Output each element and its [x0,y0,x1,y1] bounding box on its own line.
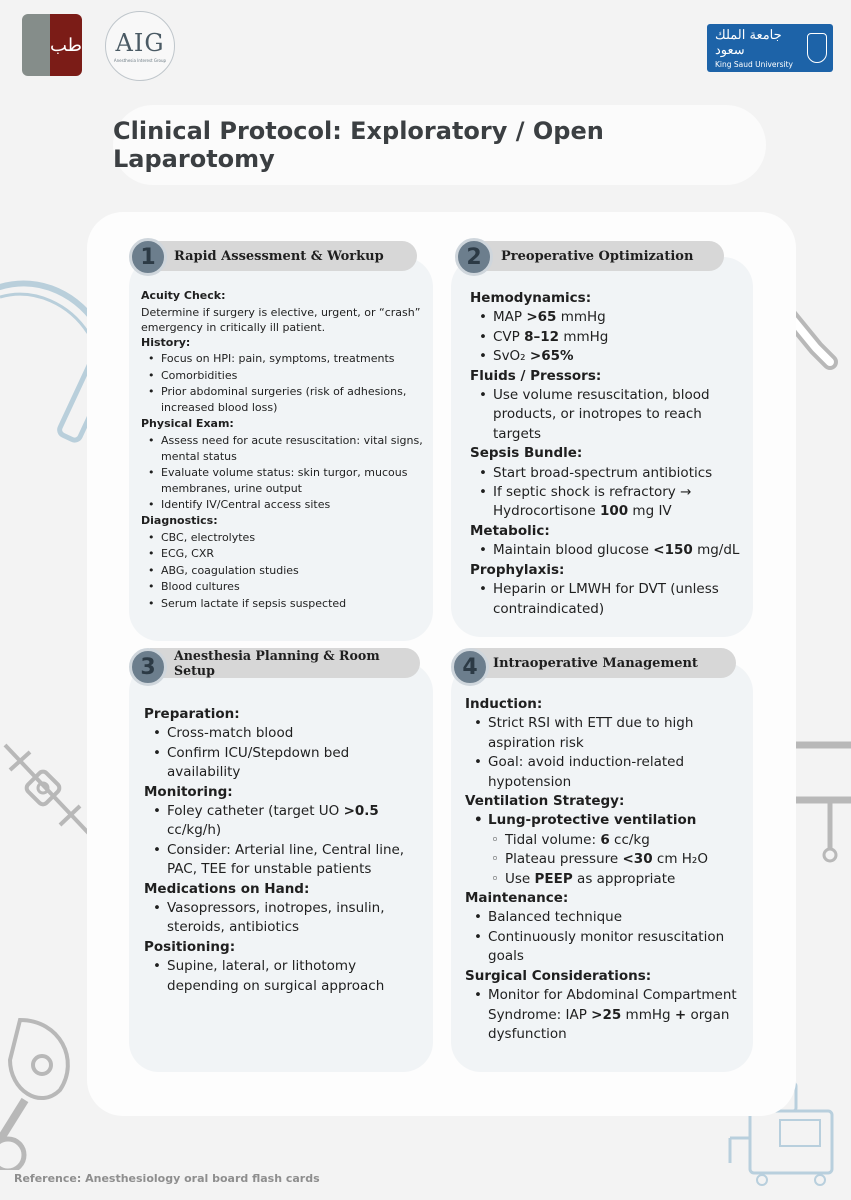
card-header [470,648,736,678]
sub-list-item: ◦ Plateau pressure <30 cm H₂O [487,850,745,869]
list-item: • Use volume resuscitation, blood products, or inotropes to reach targets [470,386,746,444]
list-item: • Assess need for acute resuscitation: vital signs, mental status [141,433,426,465]
sub-list-item: ◦ Use PEEP as appropriate [487,870,745,889]
list-item: • Confirm ICU/Stepdown bed availability [144,744,426,783]
section-title: History: [141,335,191,349]
list-item: • Start broad-spectrum antibiotics [470,464,746,483]
list-item: • Lung-protective ventilation [465,811,745,830]
sub-list-item: ◦ Tidal volume: 6 cc/kg [487,831,745,850]
list-item: • ECG, CXR [141,546,426,563]
card-body [144,705,426,996]
card-body [465,695,745,1044]
list-item: • Blood cultures [141,579,426,596]
aig-logo-sub: Anesthesia Interest Group [113,58,167,63]
ksu-logo [707,24,833,72]
list-item: • Foley catheter (target UO >0.5 cc/kg/h) [144,802,426,841]
section-title: Diagnostics: [141,514,218,527]
list-item: • Heparin or LMWH for DVT (unless contraindicated) [470,580,746,619]
step-number-badge: 2 [455,238,493,276]
card-heading: Intraoperative Management [493,655,698,671]
section-title: Maintenance: [465,890,569,907]
list-item: • Supine, lateral, or lithotomy depending on surgical approach [144,957,426,996]
list-item: • Identify IV/Central access sites [141,497,426,514]
list-item: • Prior abdominal surgeries (risk of adhesions, increased blood loss) [141,384,426,416]
aig-logo [105,11,175,81]
list-item: • Balanced technique [465,908,745,927]
card-heading: Preoperative Optimization [501,248,694,264]
section-title: Physical Exam: [141,417,234,430]
list-item: • Vasopressors, inotropes, insulin, steroids, antibiotics [144,899,426,938]
step-number-badge: 3 [129,648,167,686]
section-title: Surgical Considerations: [465,967,652,984]
section-title: Induction: [465,696,543,712]
title-banner [113,105,766,185]
section-title: Fluids / Pressors: [470,367,602,384]
section-title: Preparation: [144,706,240,722]
list-item: • CBC, electrolytes [141,530,426,547]
section-text: Determine if surgery is elective, urgent, or “crash” emergency in critically ill patient. [141,305,421,334]
section-title: Ventilation Strategy: [465,793,625,810]
step-number-badge: 1 [129,238,167,276]
list-item: • Continuously monitor resuscitation goals [465,928,745,967]
step-number-badge: 4 [451,648,489,686]
list-item: • Maintain blood glucose <150 mg/dL [470,541,746,560]
list-item: • Evaluate volume status: skin turgor, mucous membranes, urine output [141,465,426,497]
page-title: Clinical Protocol: Exploratory / Open Laparotomy [113,117,604,173]
ksu-english-name: King Saud University [715,59,793,69]
card-heading: Anesthesia Planning & Room Setup [174,648,380,678]
list-item: • MAP >65 mmHg [470,308,746,327]
ksu-arabic-name: جامعة الملك سعود [715,27,782,58]
list-item: • Consider: Arterial line, Central line, PAC, TEE for unstable patients [144,841,426,880]
tib-logo-text: طب [50,14,82,76]
list-item: • SvO₂ >65% [470,347,746,366]
card-header [150,241,417,271]
section-title: Positioning: [144,938,236,955]
list-item: • Cross-match blood [144,724,426,743]
card-body [470,289,746,619]
section-title: Hemodynamics: [470,290,592,306]
section-title: Metabolic: [470,522,550,539]
section-title: Acuity Check: [141,289,226,302]
section-title: Prophylaxis: [470,561,565,578]
list-item: • CVP 8–12 mmHg [470,328,746,347]
reference-note: Reference: Anesthesiology oral board flash cards [14,1172,320,1185]
card-body [141,288,426,612]
ksu-crest-icon [807,33,827,63]
list-item: • Strict RSI with ETT due to high aspiration risk [465,714,745,753]
list-item: • Goal: avoid induction-related hypotension [465,753,745,792]
section-title: Sepsis Bundle: [470,445,583,462]
list-item: • ABG, coagulation studies [141,563,426,580]
card-header [470,241,724,271]
list-item: • Comorbidities [141,368,426,385]
section-title: Medications on Hand: [144,880,310,897]
list-item: • Monitor for Abdominal Compartment Syndrome: IAP >25 mmHg + organ dysfunction [465,986,745,1044]
list-item: • If septic shock is refractory → Hydrocortisone 100 mg IV [470,483,746,522]
aig-logo-text: AIG [115,29,165,57]
card-header [150,648,420,678]
tib-logo [22,14,82,76]
anesthesia-mask-icon [0,1010,90,1170]
list-item: • Focus on HPI: pain, symptoms, treatments [141,351,426,368]
section-title: Monitoring: [144,783,233,800]
list-item: • Serum lactate if sepsis suspected [141,596,426,613]
card-heading: Rapid Assessment & Workup [174,248,384,264]
